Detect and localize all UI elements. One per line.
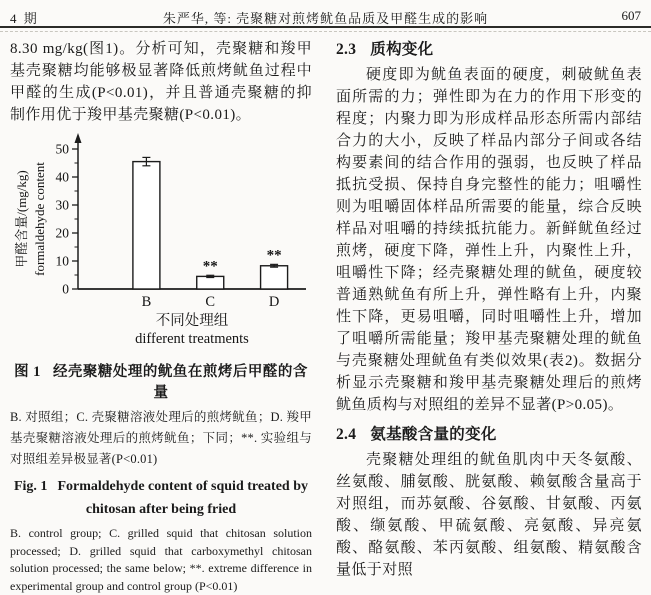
figure1-caption-en-label: Fig. 1 (13, 479, 48, 494)
right-column (336, 38, 642, 581)
journal-issue: 4 期 (10, 11, 39, 26)
section-2-3-heading (336, 38, 642, 62)
section-2-4-number: 2.4 (336, 426, 357, 443)
section-2-3-number: 2.3 (336, 41, 357, 58)
bar-D (261, 266, 288, 289)
y-tick-label: 10 (55, 253, 69, 269)
header-rule (0, 26, 651, 28)
y-tick-label: 0 (62, 281, 69, 297)
y-tick-label: 20 (55, 225, 69, 241)
significance-marker-D: ** (266, 247, 282, 264)
section-2-4-paragraph: 壳聚糖处理组的鱿鱼肌肉中天冬氨酸、丝氨酸、脯氨酸、胱氨酸、赖氨酸含量高于对照组，而苏氨酸、谷氨酸、甘氨酸、丙氨酸、缬氨酸、甲硫氨酸、亮氨酸、异亮氨酸、酪氨酸、苯丙氨酸、组氨酸、精氨酸含量低于对照 (336, 452, 642, 578)
section-2-4-heading (336, 423, 642, 447)
left-column (10, 38, 312, 595)
figure1-caption-zh-label: 图 1 (14, 364, 41, 380)
bar-C (197, 276, 224, 289)
significance-marker-C: ** (202, 258, 218, 275)
y-axis-label-en: formaldehyde content (32, 162, 47, 276)
x-category-label-D: D (268, 294, 280, 310)
x-category-label-C: C (205, 294, 216, 310)
figure1-caption-en-line1: Formaldehyde content of squid treated by (57, 479, 309, 494)
x-axis-label-en: different treatments (135, 331, 249, 347)
y-tick-label: 40 (55, 169, 69, 185)
figure1-caption-en (10, 475, 312, 521)
figure1-caption-en-line2: chitosan after being fried (85, 502, 237, 517)
figure1-caption-zh (10, 360, 312, 402)
x-axis-label-zh: 不同处理组 (155, 313, 229, 329)
section-2-3-title: 质构变化 (370, 41, 434, 58)
x-category-label-B: B (141, 294, 152, 310)
header-rule-scan-artifact (0, 31, 651, 32)
section-2-3-paragraph: 硬度即为鱿鱼表面的硬度，刺破鱿鱼表面所需的力；弹性即为在力的作用下形变的程度；内聚力即为形成样品形态所需内部结合力的大小，反映了样品内部分子间或各结构要素间的结合作用的强弱，也反映了样品抵抗受损、保持自身完整性的能力；咀嚼性则为咀嚼固体样品所需要的能量，综合反映样品对咀嚼的持续抵抗能力。新鲜鱿鱼经过煎烤，硬度下降，弹性上升，内聚性上升，咀嚼性下降；经壳聚糖处理的鱿鱼，硬度较普通熟鱿鱼有所上升，弹性略有上升，内聚性下降，更易咀嚼，同时咀嚼性上升，增加了咀嚼所需能量；羧甲基壳聚糖处理的鱿鱼与壳聚糖处理鱿鱼有类似效果(表2)。数据分析显示壳聚糖和羧甲基壳聚糖处理后的煎烤鱿鱼质构与对照组的差异不显著(P>0.05)。 (336, 67, 642, 413)
y-axis-label-zh: 甲醛含量/(mg/kg) (14, 170, 29, 268)
bar-B (133, 162, 160, 289)
formaldehyde-bar-chart (10, 129, 312, 351)
body-paragraph-continuation: 8.30 mg/kg(图1)。分析可知，壳聚糖和羧甲基壳聚糖均能够极显著降低煎烤鱿鱼过程中甲醛的生成(P<0.01)，并且普通壳聚糖的抑制作用优于羧甲基壳聚糖(P<0.01)。 (10, 41, 312, 123)
y-tick-label: 30 (55, 197, 69, 213)
page-header (10, 8, 641, 26)
figure1-note-zh: B. 对照组；C. 壳聚糖溶液处理后的煎烤鱿鱼；D. 羧甲基壳聚糖溶液处理后的煎烤鱿鱼；下同；**. 实验组与对照组差异极显著(P<0.01) (10, 410, 312, 466)
page-number: 607 (621, 8, 641, 23)
y-tick-label: 50 (55, 141, 69, 157)
section-2-4-title: 氨基酸含量的变化 (370, 426, 497, 443)
running-title: 朱严华, 等: 壳聚糖对煎烤鱿鱼品质及甲醛生成的影响 (162, 11, 489, 26)
y-axis-arrow (75, 133, 82, 143)
figure1-caption-zh-text: 经壳聚糖处理的鱿鱼在煎烤后甲醛的含量 (52, 364, 308, 401)
figure1-note-en: B. control group; C. grilled squid that chitosan solution processed; D. grilled squid that carboxymethyl chitosan solution processed; the same below; **. extreme difference in experimental group and control group (P<0.01) (10, 526, 312, 593)
figure1-container (10, 129, 312, 356)
